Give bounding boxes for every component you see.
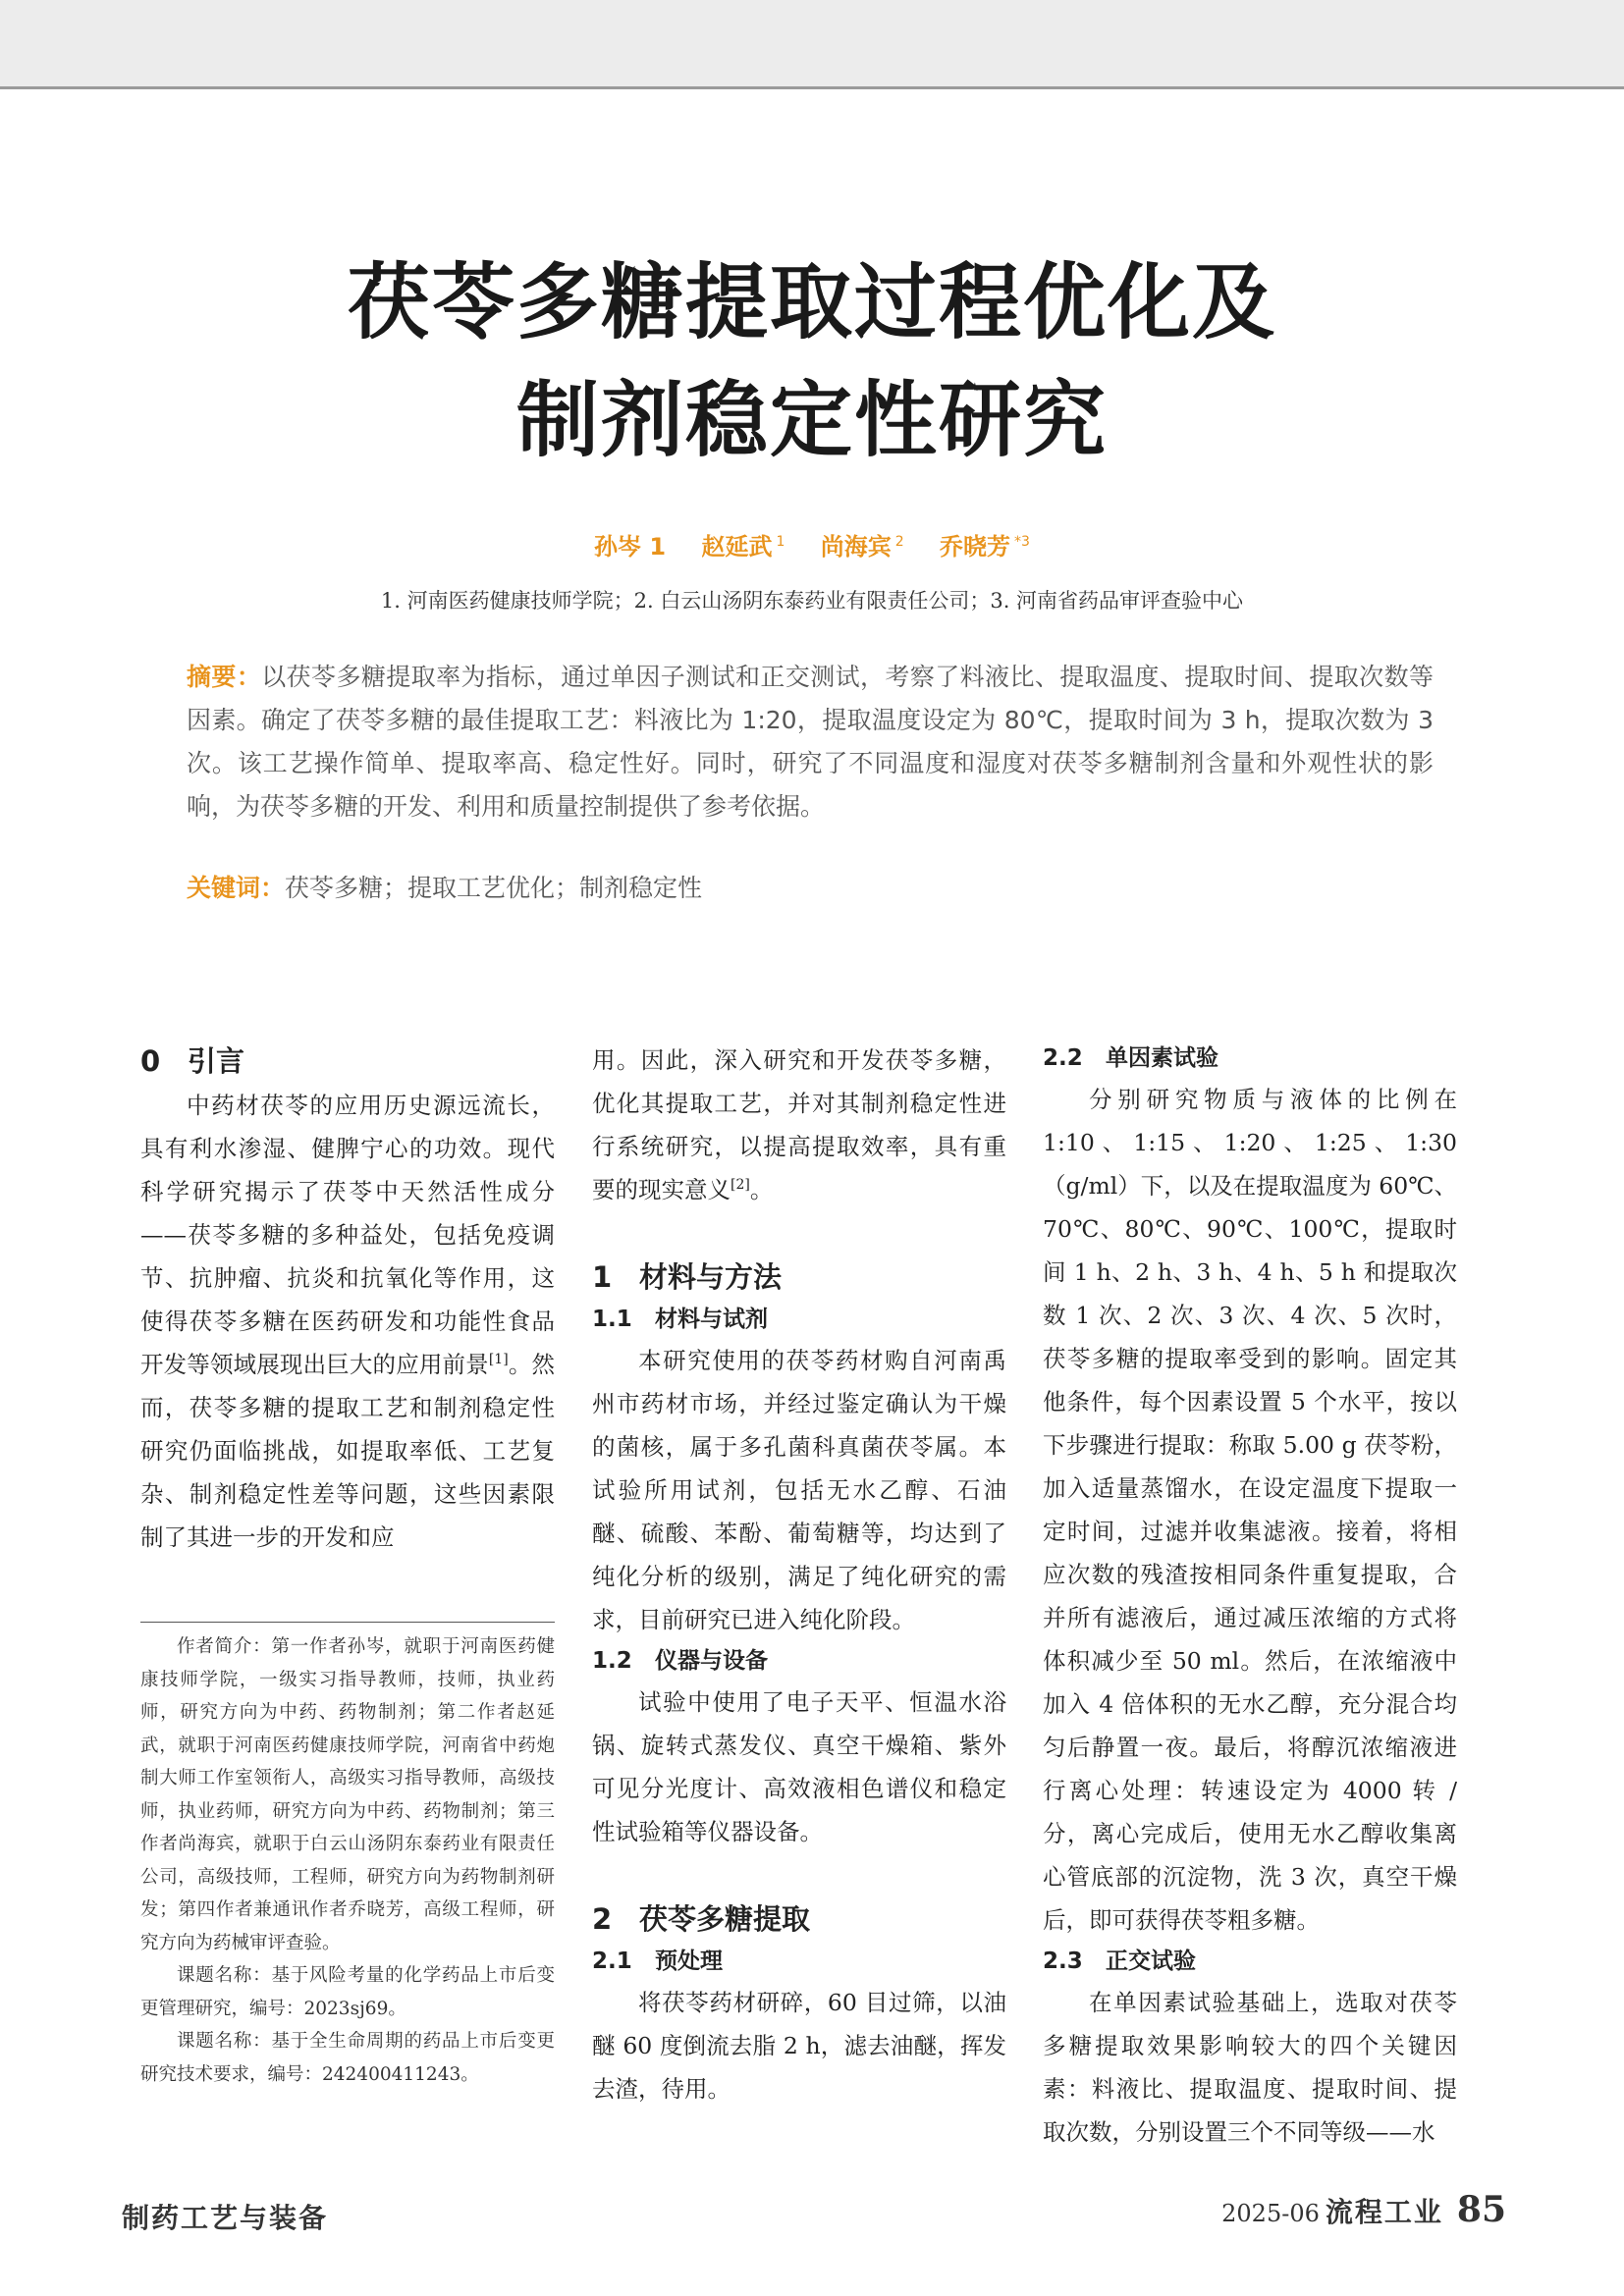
paragraph: 在单因素试验基础上，选取对茯苓多糖提取效果影响较大的四个关键因素：料液比、提取温度、提取时间、提取次数，分别设置三个不同等级——水	[1043, 1989, 1457, 2146]
author-footnote	[140, 1622, 555, 2091]
article-title	[0, 243, 1624, 479]
subsection-heading-1-2: 1.2 仪器与设备	[592, 1648, 768, 1674]
paragraph: 本研究使用的茯苓药材购自河南禹州市药材市场，并经过鉴定确认为干燥的菌核，属于多孔菌科真菌茯苓属。本试验所用试剂，包括无水乙醇、石油醚、硫酸、苯酚、葡萄糖等，均达到了纯化分析的级别，满足了纯化研究的需求，目前研究已进入纯化阶段。	[592, 1347, 1006, 1633]
paragraph: 分别研究物质与液体的比例在 1:10、1:15、1:20、1:25、1:30（g/ml）下，以及在提取温度为 60℃、70℃、80℃、90℃、100℃，提取时间 1 h、2 h、3 h、4 h、5 h 和提取次数 1 次、2 次、3 次、4 次、5 次时，茯苓多糖的提取率受到的影响。固定其他条件，每个因素设置 5 个水平，按以下步骤进行提取：称取 5.00 g 茯苓粉，加入适量蒸馏水，在设定温度下提取一定时间，过滤并收集滤液。接着，将相应次数的残渣按相同条件重复提取，合并所有滤液后，通过减压浓缩的方式将体积减少至 50 ml。然后，在浓缩液中加入 4 倍体积的无水乙醇，充分混合均匀后静置一夜。最后，将醇沉浓缩液进行离心处理：转速设定为 4000 转 / 分，离心完成后，使用无水乙醇收集离心管底部的沉淀物，洗 3 次，真空干燥后，即可获得茯苓粗多糖。	[1043, 1086, 1457, 1934]
keywords-text: 茯苓多糖；提取工艺优化；制剂稳定性	[285, 874, 703, 902]
page-footer	[1221, 2189, 1506, 2230]
column-1	[140, 1039, 555, 1559]
section-heading-1: 1 材料与方法	[592, 1260, 783, 1294]
author: 尚海宾 $^2$	[820, 533, 904, 561]
keywords-label: 关键词：	[187, 874, 286, 902]
paragraph: 将茯苓药材研碎，60 目过筛，以油醚 60 度倒流去脂 2 h，滤去油醚，挥发去渣，待用。	[592, 1989, 1006, 2103]
title-line-2: 制剂稳定性研究	[515, 372, 1108, 468]
subsection-heading-1-1: 1.1 材料与试剂	[592, 1307, 768, 1332]
subsection-heading-2-2: 2.2 单因素试验	[1043, 1045, 1218, 1071]
abstract-text: 以茯苓多糖提取率为指标，通过单因子测试和正交测试，考察了料液比、提取温度、提取时间、提取次数等因素。确定了茯苓多糖的最佳提取工艺：料液比为 1:20，提取温度设定为 80℃，提取时间为 3 h，提取次数为 3 次。该工艺操作简单、提取率高、稳定性好。同时，研究了不同温度和湿度对茯苓多糖制剂含量和外观性状的影响，为茯苓多糖的开发、利用和质量控制提供了参考依据。	[187, 663, 1434, 821]
subsection-heading-2-1: 2.1 预处理	[592, 1949, 723, 1974]
abstract	[187, 656, 1434, 828]
issue-date: 2025-06	[1221, 2200, 1320, 2227]
citation-ref: [2]	[731, 1177, 750, 1194]
paragraph: 试验中使用了电子天平、恒温水浴锅、旋转式蒸发仪、真空干燥箱、紫外可见分光度计、高效液相色谱仪和稳定性试验箱等仪器设备。	[592, 1688, 1006, 1845]
top-bar	[0, 0, 1624, 89]
author: 孙岑 1	[594, 533, 667, 561]
section-footer-label: 制药工艺与装备	[122, 2202, 329, 2234]
abstract-label: 摘要：	[187, 663, 262, 691]
column-2	[592, 1039, 1006, 2110]
paragraph: 用。因此，深入研究和开发茯苓多糖，优化其提取工艺，并对其制剂稳定性进行系统研究，以提高提取效率，具有重要的现实意义[2]。	[592, 1046, 1006, 1203]
affiliations: 1. 河南医药健康技师学院；2. 白云山汤阴东泰药业有限责任公司；3. 河南省药品审评查验中心	[380, 589, 1244, 613]
section-heading-2: 2 茯苓多糖提取	[592, 1902, 811, 1936]
keywords	[187, 869, 1434, 904]
magazine-name: 流程工业	[1325, 2196, 1443, 2228]
title-line-1: 茯苓多糖提取过程优化及	[347, 254, 1276, 350]
author: 赵延武 $^1$	[701, 533, 785, 561]
section-heading-intro: 0 引言	[140, 1044, 245, 1078]
footnote-author-bio: 作者简介：第一作者孙岑，就职于河南医药健康技师学院，一级实习指导教师，技师，执业药师，研究方向为中药、药物制剂；第二作者赵延武，就职于河南医药健康技师学院，河南省中药炮制大师工作室领衔人，高级实习指导教师，高级技师，执业药师，研究方向为中药、药物制剂；第三作者尚海宾，就职于白云山汤阴东泰药业有限责任公司，高级技师，工程师，研究方向为药物制剂研发；第四作者兼通讯作者乔晓芳，高级工程师，研究方向为药械审评查验。	[140, 1636, 555, 1953]
author: 乔晓芳 $^{*3}$	[940, 533, 1030, 561]
paragraph: 中药材茯苓的应用历史源远流长，具有利水渗湿、健脾宁心的功效。现代科学研究揭示了茯苓中天然活性成分——茯苓多糖的多种益处，包括免疫调节、抗肿瘤、抗炎和抗氧化等作用，这使得茯苓多糖在医药研发和功能性食品开发等领域展现出巨大的应用前景[1]。然而，茯苓多糖的提取工艺和制剂稳定性研究仍面临挑战，如提取率低、工艺复杂、制剂稳定性差等问题，这些因素限制了其进一步的开发和应	[140, 1092, 555, 1551]
author-list	[0, 527, 1624, 561]
footnote-project-1: 课题名称：基于风险考量的化学药品上市后变更管理研究，编号：2023sj69。	[140, 1965, 555, 2019]
footnote-project-2: 课题名称：基于全生命周期的药品上市后变更研究技术要求，编号：242400411243。	[140, 2031, 555, 2085]
citation-ref: [1]	[488, 1352, 509, 1368]
page-number: 85	[1456, 2189, 1506, 2230]
column-3	[1043, 1039, 1457, 2154]
subsection-heading-2-3: 2.3 正交试验	[1043, 1949, 1196, 1974]
